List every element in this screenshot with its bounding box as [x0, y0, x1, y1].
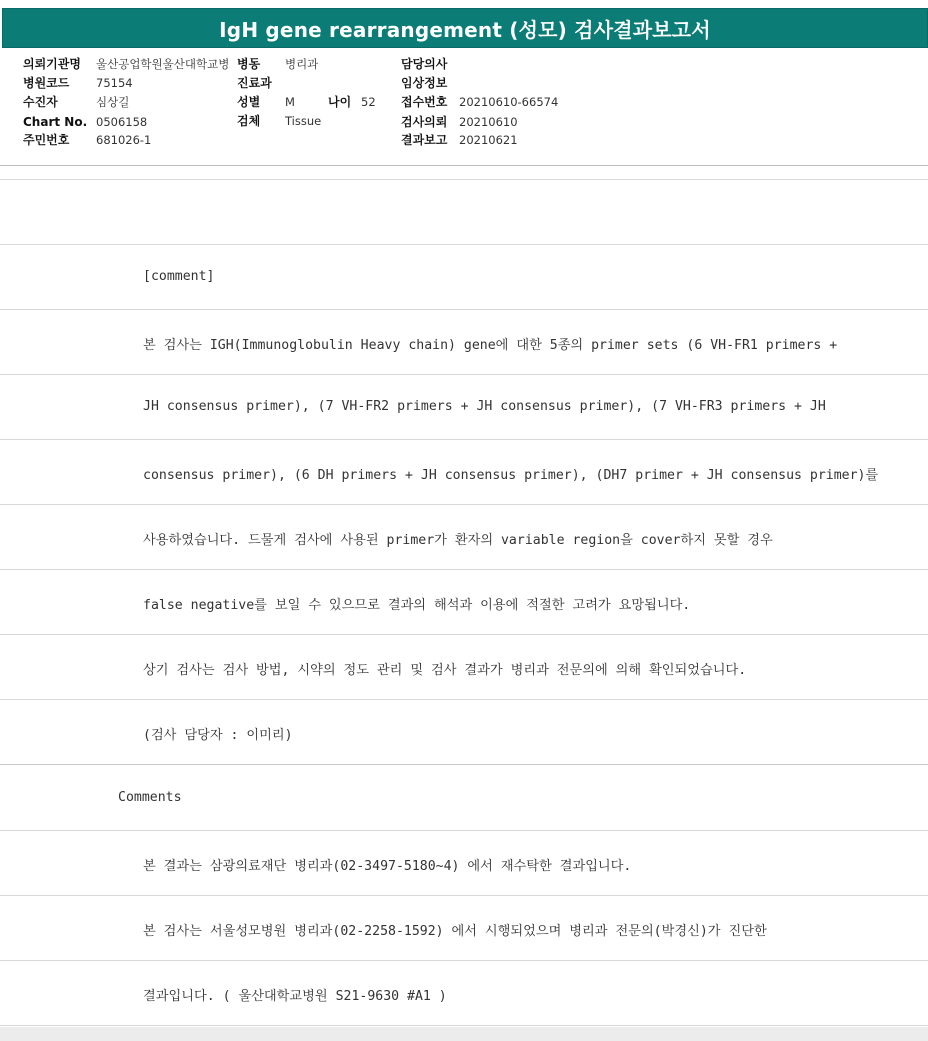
- resident-id-label: 주민번호: [23, 133, 70, 147]
- specimen-label: 검체: [237, 114, 261, 128]
- row-divider: [0, 439, 928, 440]
- comment-line: 사용하였습니다. 드물게 검사에 사용된 primer가 환자의 variable region을 cover하지 못할 경우: [143, 533, 773, 548]
- ward-value: 병리과: [285, 57, 319, 71]
- comment-line: 본 검사는 IGH(Immunoglobulin Heavy chain) gene에 대한 5종의 primer sets (6 VH-FR1 primers +: [143, 338, 838, 353]
- row-divider: [0, 374, 928, 375]
- row-divider: [0, 179, 928, 180]
- row-divider: [0, 244, 928, 245]
- comments-line: 본 검사는 서울성모병원 병리과(02-2258-1592) 에서 시행되었으며 병리과 전문의(박경신)가 진단한: [143, 924, 767, 939]
- institution-label: 의뢰기관명: [23, 57, 81, 71]
- row-divider: [0, 830, 928, 831]
- row-divider: [0, 634, 928, 635]
- specimen-value: Tissue: [285, 114, 322, 128]
- request-date-value: 20210610: [459, 115, 518, 129]
- row-divider: [0, 699, 928, 700]
- report-date-label: 결과보고: [401, 133, 448, 147]
- clinical-info-label: 임상정보: [401, 76, 448, 90]
- ward-label: 병동: [237, 57, 261, 71]
- patient-info-block: [0, 52, 928, 172]
- resident-id-value: 681026-1: [96, 133, 152, 147]
- row-divider: [0, 960, 928, 961]
- comment-heading: [comment]: [143, 269, 215, 284]
- patient-value: 심상길: [96, 95, 130, 109]
- receipt-number-label: 접수번호: [401, 95, 448, 109]
- report-title: IgH gene rearrangement (성모) 검사결과보고서: [219, 17, 711, 42]
- report-date-value: 20210621: [459, 133, 518, 147]
- header-divider: [0, 165, 928, 166]
- comments-line: 결과입니다. ( 울산대학교병원 S21-9630 #A1 ): [143, 989, 447, 1004]
- bottom-scroll-area: [0, 1027, 928, 1041]
- patient-label: 수진자: [23, 95, 58, 109]
- comment-line: consensus primer), (6 DH primers + JH consensus primer), (DH7 primer + JH consensus primer)를: [143, 468, 879, 483]
- row-divider: [0, 309, 928, 310]
- doctor-label: 담당의사: [401, 57, 448, 71]
- hospital-code-value: 75154: [96, 76, 133, 90]
- section-divider: [0, 764, 928, 765]
- receipt-number-value: 20210610-66574: [459, 95, 559, 109]
- row-divider: [0, 504, 928, 505]
- request-date-label: 검사의뢰: [401, 115, 448, 129]
- age-value: 52: [361, 95, 376, 109]
- comments-line: 본 결과는 삼광의료재단 병리과(02-3497-5180~4) 에서 재수탁한 결과입니다.: [143, 859, 632, 874]
- comments-heading: Comments: [118, 790, 182, 805]
- age-label: 나이: [328, 95, 352, 109]
- comment-line: false negative를 보일 수 있으므로 결과의 해석과 이용에 적절한 고려가 요망됩니다.: [143, 598, 691, 613]
- comment-line: 상기 검사는 검사 방법, 시약의 정도 관리 및 검사 결과가 병리과 전문의에 의해 확인되었습니다.: [143, 663, 747, 678]
- row-divider: [0, 895, 928, 896]
- hospital-code-label: 병원코드: [23, 76, 70, 90]
- technician-line: (검사 담당자 : 이미리): [143, 728, 293, 743]
- sex-value: M: [285, 95, 295, 109]
- sex-label: 성별: [237, 95, 261, 109]
- department-label: 진료과: [237, 76, 272, 90]
- chart-number-value: 0506158: [96, 115, 148, 129]
- row-divider: [0, 569, 928, 570]
- report-title-bar: [2, 8, 928, 48]
- row-divider: [0, 1025, 928, 1026]
- institution-value: 울산공업학원울산대학교병: [96, 57, 230, 71]
- chart-number-label: Chart No.: [23, 115, 88, 129]
- comment-line: JH consensus primer), (7 VH-FR2 primers + JH consensus primer), (7 VH-FR3 primers + JH: [143, 399, 826, 414]
